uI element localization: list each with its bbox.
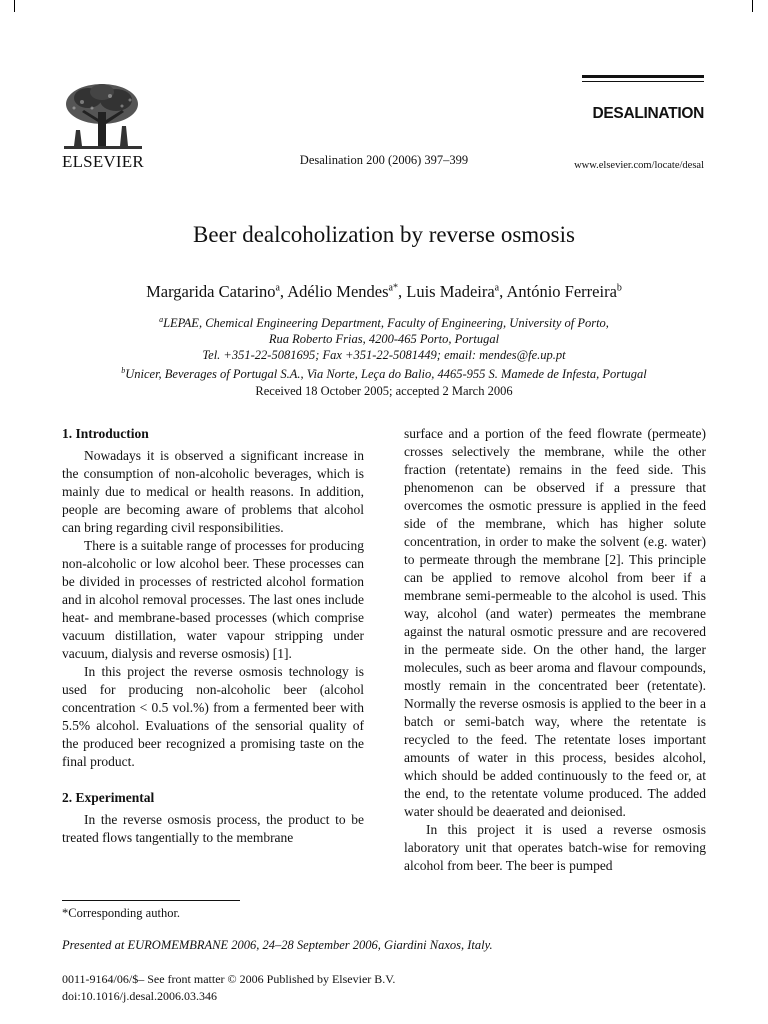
author-name: António Ferreira	[506, 282, 617, 301]
conference-note: Presented at EUROMEMBRANE 2006, 24–28 September 2006, Giardini Naxos, Italy.	[62, 938, 493, 952]
journal-citation: Desalination 200 (2006) 397–399	[299, 153, 469, 167]
copyright-block	[62, 971, 395, 1005]
affiliation-mark: b	[121, 366, 126, 376]
section-heading: 1. Introduction	[62, 426, 149, 441]
affiliation-mark: a	[159, 315, 164, 324]
author-list: Margarida Catarino$^a$, Adélio Mendes$^{a*}$, Luis Madeira$^a$, António Ferreira$^b$	[146, 282, 622, 301]
author-mark: a	[275, 282, 280, 294]
journal-url[interactable]: www.elsevier.com/locate/desal	[574, 160, 704, 171]
journal-header-rules	[582, 75, 704, 82]
paragraph: In this project the reverse osmosis technology is used for producing non-alcoholic beer (alcohol concentration < 0.5 vol.%) from a fermented beer with 5.5% alcohol. Evaluations of the sensorial quality of the produced beer recognized a promising taste on the final product.	[62, 664, 364, 769]
doi-line[interactable]: doi:10.1016/j.desal.2006.03.346	[62, 989, 217, 1003]
paragraph: In the reverse osmosis process, the product to be treated flows tangentially to the membrane	[62, 812, 364, 845]
author-mark: b	[616, 282, 622, 294]
publisher-name: ELSEVIER	[62, 152, 144, 171]
elsevier-tree-logo	[62, 82, 144, 152]
footnote-rule	[62, 900, 240, 901]
author-name: Margarida Catarino	[146, 282, 276, 301]
paragraph: Nowadays it is observed a significant increase in the consumption of non-alcoholic beverages, which is mainly due to medical or health reasons. In addition, people are becoming aware of problems that alcohol can bring regarding civil responsibilities.	[62, 448, 364, 535]
author-mark: a	[494, 282, 500, 294]
paragraph: surface and a portion of the feed flowrate (permeate) crosses selectively the membrane, while the other fraction (retentate) remains in the feed side. This phenomenon can be observed if a pressure that overcomes the osmotic pressure is applied in the feed side of the membrane, which has higher solute concentration, in order to make the solvent (e.g. water) to permeate through the membrane [2]. This principle can be applied to remove alcohol from beer if a membrane semi-permeable to the alcohol is used. This way, alcohol (and water) permeates the membrane against the natural osmotic pressure and are recovered in the permeate side. On the other hand, the larger molecules, such as beer aroma and flavour compounds, mostly remain in the concentrated beer (retentate). Normally the reverse osmosis is applied to the beer in a batch or semi-batch way, where the retentate is recycled to the feed. The retentate loses important amounts of water in this process, besides alcohol, which should be added continuously to the feed or, at the end, to the retentate volume produced. The added water should be deaerated and deionised.	[404, 426, 706, 819]
section-heading: 2. Experimental	[62, 790, 155, 805]
author-name: Adélio Mendes	[287, 282, 389, 301]
received-dates: Received 18 October 2005; accepted 2 March 2006	[255, 384, 513, 398]
affiliation-line: Unicer, Beverages of Portugal S.A., Via Norte, Leça do Balio, 4465-955 S. Mamede de Infesta, Portugal	[125, 367, 647, 382]
crop-mark-left	[14, 0, 15, 12]
crop-mark-right	[752, 0, 753, 12]
issn-line: 0011-9164/06/$– See front matter © 2006 Published by Elsevier B.V.	[62, 972, 396, 986]
affiliation-line: LEPAE, Chemical Engineering Department, Faculty of Engineering, University of Porto,	[163, 316, 609, 331]
journal-name: DESALINATION	[592, 105, 704, 122]
left-column	[62, 425, 364, 847]
affiliation-line: Rua Roberto Frias, 4200-465 Porto, Portugal	[268, 332, 500, 347]
author-name: Luis Madeira	[406, 282, 495, 301]
affiliation-line: Tel. +351-22-5081695; Fax +351-22-5081449; email: mendes@fe.up.pt	[202, 348, 566, 363]
right-column	[404, 425, 706, 875]
paragraph: There is a suitable range of processes for producing non-alcoholic or low alcohol beer. These processes can be divided in processes of restricted alcohol formation and in alcohol removal processes. The last ones include heat- and membrane-based processes (which comprise vacuum distillation, water vapour stripping under vacuum, dialysis and reverse osmosis) [1].	[62, 538, 364, 661]
article-title: Beer dealcoholization by reverse osmosis	[193, 222, 575, 247]
author-mark: a*	[388, 282, 398, 294]
affiliations	[60, 312, 708, 382]
corresponding-author-footnote: *Corresponding author.	[62, 906, 181, 920]
paragraph: In this project it is used a reverse osmosis laboratory unit that operates batch-wise for removing alcohol from beer. The beer is pumped	[404, 822, 706, 873]
